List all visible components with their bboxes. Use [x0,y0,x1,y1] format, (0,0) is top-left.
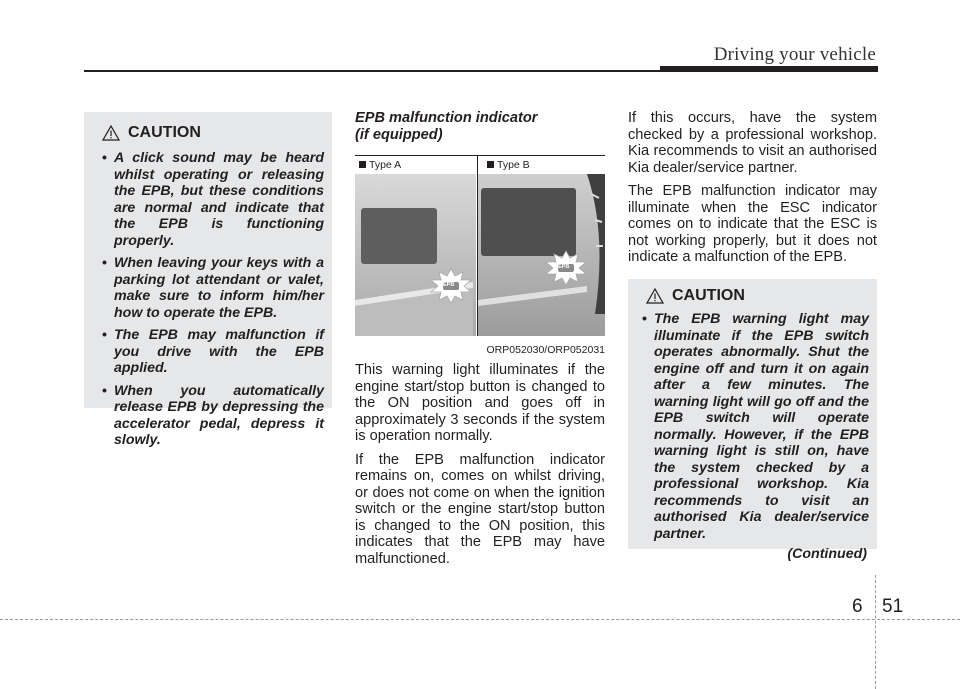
subsection-heading: EPB malfunction indicator (if equipped) [355,110,538,143]
epb-badge-text-a: EPB [443,282,455,288]
middle-column-text [355,362,605,574]
caution-item: • The EPB warning light may illuminate if the EPB switch operates abnormally. Shut the engine off and turn it on again after a few minutes. The warning light will go off and the EPB switch will operate normally. However, if the EPB warning light is still on, have the system checked by a professional workshop. Kia recommends to visit an authorised Kia dealer/service partner. [642,311,869,542]
footer-divider [875,575,876,689]
caution-header [646,287,869,305]
type-b-label: Type B [487,159,530,171]
caution-header [102,124,324,142]
warning-triangle-icon [646,288,664,304]
warning-triangle-icon [102,125,120,141]
page-number: 51 [882,596,904,617]
caution-list [642,311,869,542]
caution-title: CAUTION [128,124,201,141]
footer-rule [0,619,960,620]
caution-box-left [84,112,332,448]
section-title: Driving your vehicle [713,44,876,65]
paragraph: If the EPB malfunction indicator remains on, comes on whilst driving, or does not come on when the ignition switch or the engine start/stop button is changed to the ON position, this indicates that the EPB may have malfunctioned. [355,451,605,567]
paragraph: The EPB malfunction indicator may illuminate when the ESC indicator comes on to indicate that the ESC is not working properly, but it does not indicate a malfunction of the EPB. [628,183,877,265]
caution-item: • The EPB may malfunction if you drive with the EPB applied. [102,327,324,376]
caution-item: • When you automatically release EPB by depressing the accelerator pedal, depress it slowly. [102,382,324,448]
caution-box-right [628,279,877,562]
paragraph: This warning light illuminates if the engine start/stop button is changed to the ON position and goes off in approximately 3 seconds if the system is operation normally. [355,362,605,444]
caution-title: CAUTION [672,287,745,304]
caution-item: • When leaving your keys with a parking lot attendant or valet, make sure to inform him/her how to operate the EPB. [102,255,324,321]
figure-code: ORP052030/ORP052031 [486,344,605,356]
caution-item: • A click sound may be heard whilst operating or releasing the EPB, but these conditions are normal and indicate that the EPB is functioning properly. [102,150,324,249]
epb-badge-text-b: EPB [558,264,570,270]
chapter-number: 6 [852,596,863,617]
instrument-cluster-figure [355,155,605,356]
continued-note: (Continued) [787,546,867,562]
header-rule-accent [660,66,878,72]
right-column-text [628,110,877,273]
paragraph: If this occurs, have the system checked by a professional workshop. Kia recommends to visit an authorised Kia dealer/service partner. [628,110,877,176]
type-a-label: Type A [359,159,401,171]
caution-list [102,150,324,449]
